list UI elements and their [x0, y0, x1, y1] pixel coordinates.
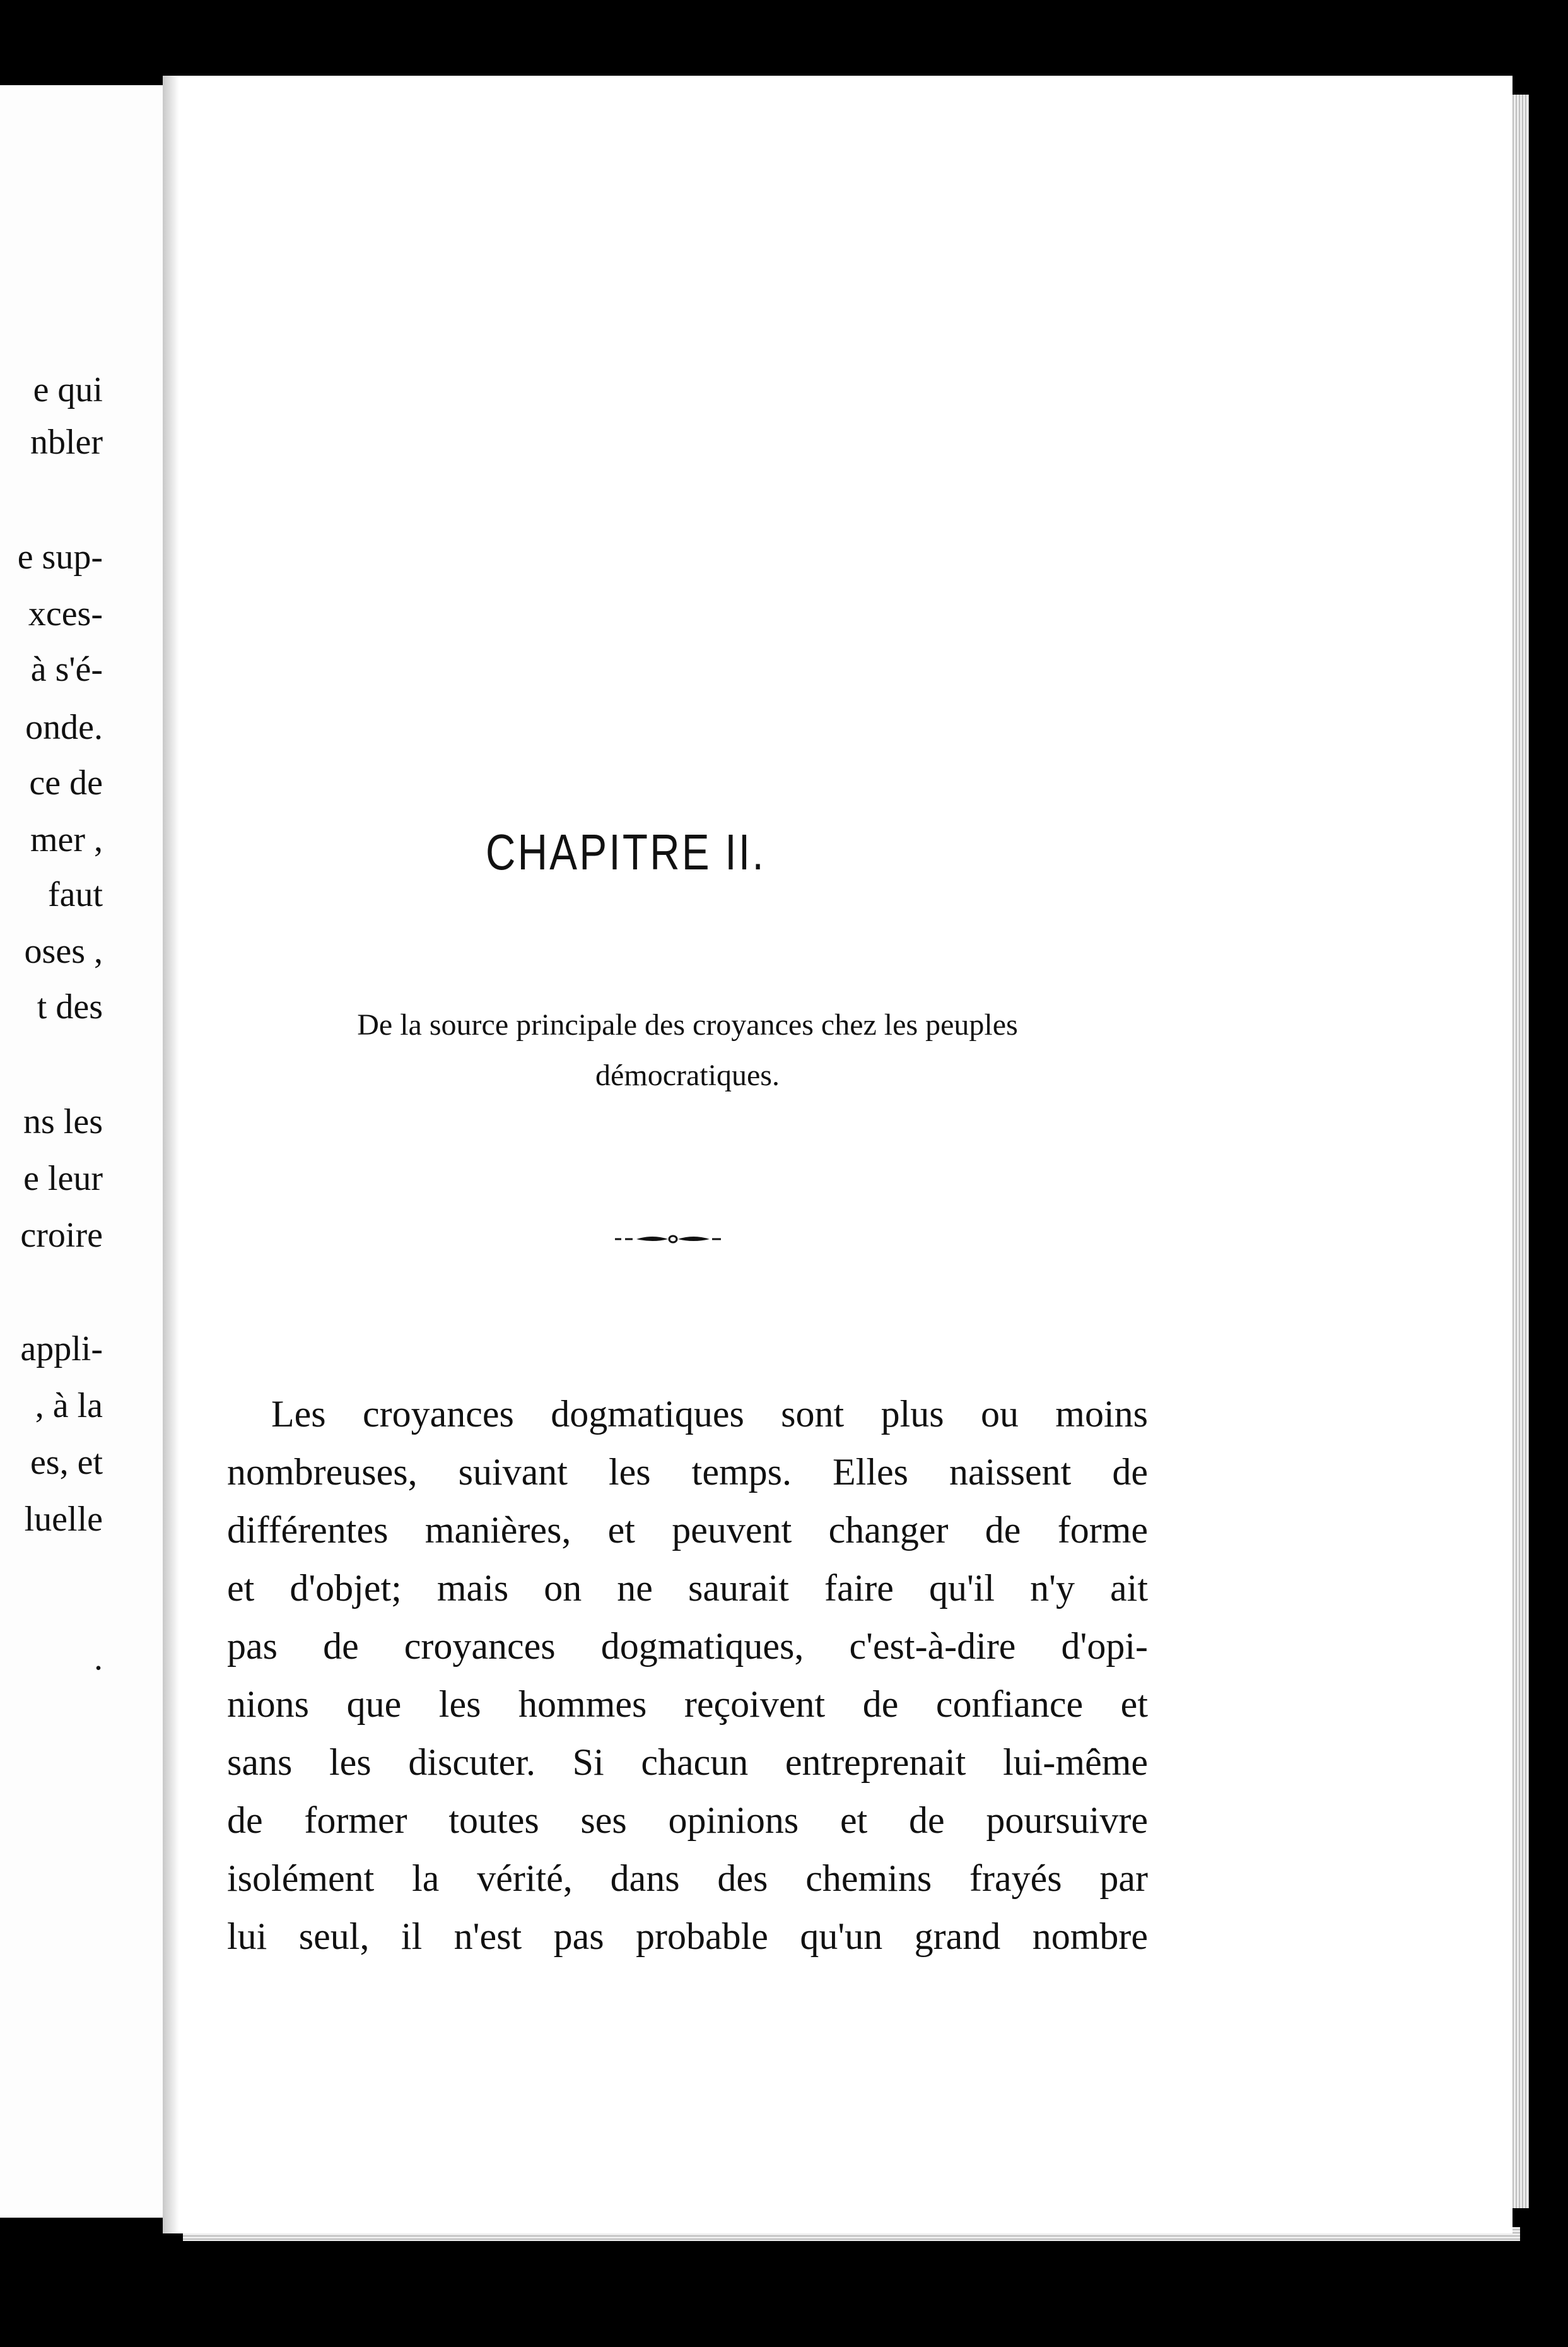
body-line: Les croyances dogmatiques sont plus ou moins	[271, 1393, 1148, 1435]
page-gutter-shadow	[163, 76, 179, 2233]
left-page-line: faut	[47, 875, 103, 914]
chapter-subtitle-line: De la source principale des croyances chez les peuples	[357, 1008, 1018, 1042]
body-line: de former toutes ses opinions et de poursuivre	[227, 1799, 1148, 1841]
left-page-line: e leur	[23, 1159, 103, 1198]
left-page-line: croire	[20, 1216, 103, 1255]
left-page-line: , à la	[35, 1386, 103, 1425]
body-line: isolément la vérité, dans des chemins frayés par	[227, 1857, 1148, 1899]
left-page-line: oses ,	[24, 932, 103, 971]
left-page-line: t des	[37, 987, 103, 1026]
left-page-line: es, et	[30, 1443, 103, 1482]
left-page-line: xces-	[28, 594, 103, 633]
left-page-line: ce de	[29, 763, 103, 803]
chapter-title: CHAPITRE II.	[486, 824, 766, 880]
left-page-line: nbler	[30, 423, 103, 462]
body-paragraph	[227, 1385, 1148, 1965]
left-page-line: e sup-	[17, 538, 103, 577]
body-line: nions que les hommes reçoivent de confiance et	[227, 1683, 1148, 1725]
body-line: nombreuses, suivant les temps. Elles naissent de	[227, 1451, 1148, 1493]
left-page-line: ns les	[23, 1102, 103, 1141]
left-page-line: onde.	[25, 708, 103, 747]
body-line: lui seul, il n'est pas probable qu'un grand nombre	[227, 1915, 1148, 1957]
chapter-subtitle	[271, 1000, 1104, 1101]
left-page-line: e qui	[33, 370, 103, 409]
chapter-subtitle-line: démocratiques.	[595, 1059, 780, 1092]
body-line: pas de croyances dogmatiques, c'est-à-dire d'opi-	[227, 1625, 1148, 1667]
ornament-divider-icon	[615, 1232, 728, 1247]
left-page-line: mer ,	[30, 820, 103, 859]
left-page-line: appli-	[20, 1329, 103, 1368]
left-facing-page	[0, 85, 173, 2218]
body-line: et d'objet; mais on ne saurait faire qu'il n'y ait	[227, 1567, 1148, 1609]
left-page-line: .	[94, 1638, 103, 1678]
left-page-line: luelle	[24, 1500, 103, 1539]
body-line: différentes manières, et peuvent changer de forme	[227, 1509, 1148, 1551]
body-line: sans les discuter. Si chacun entreprenait lui-même	[227, 1741, 1148, 1783]
left-page-line: à s'é-	[30, 650, 103, 689]
